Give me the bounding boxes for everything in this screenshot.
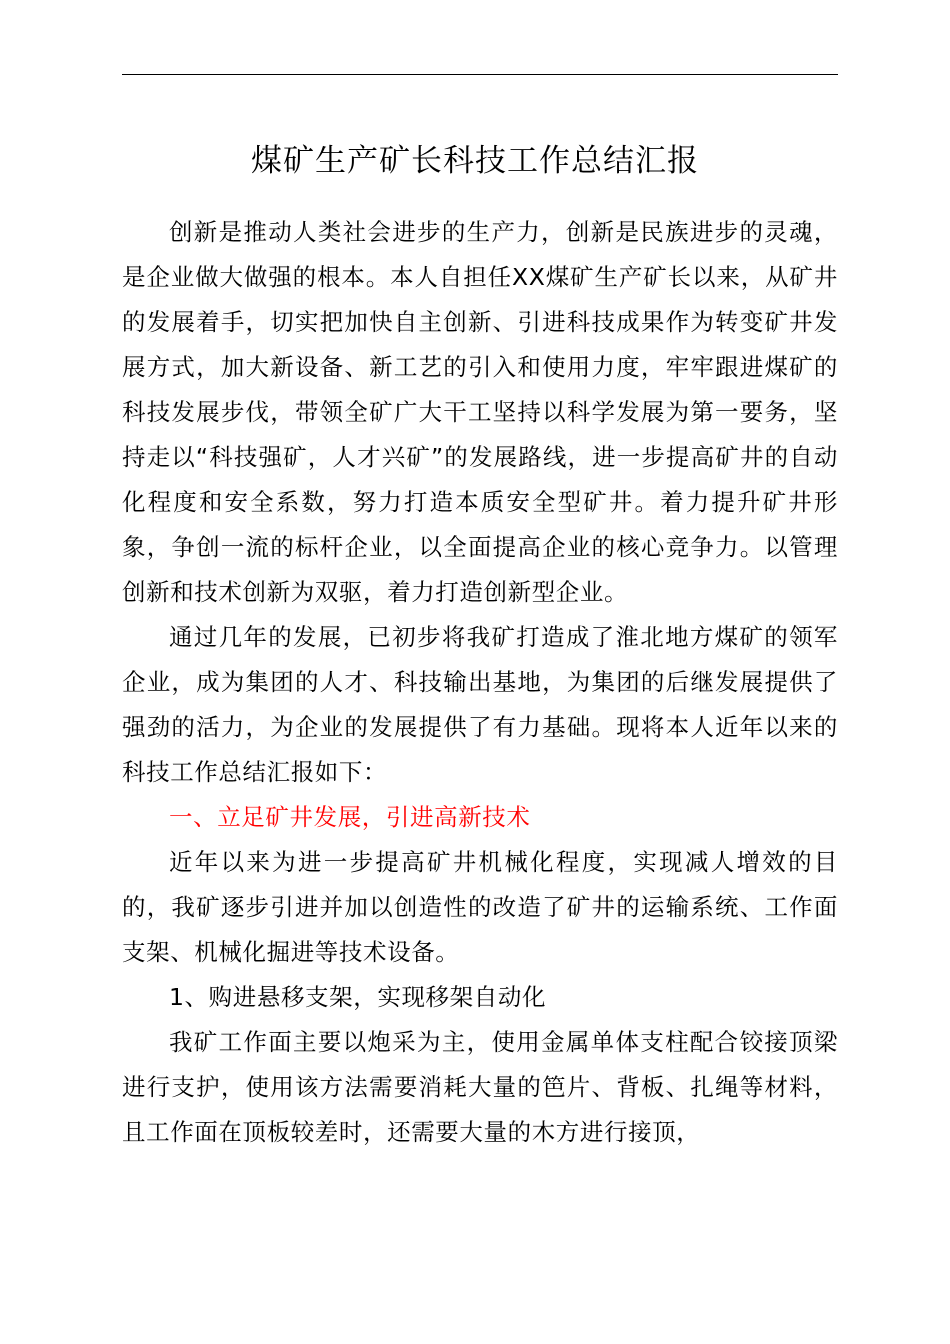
- paragraph-support: 我矿工作面主要以炮采为主，使用金属单体支柱配合铰接顶梁进行支护，使用该方法需要消耗大量的笆片、背板、扎绳等材料，且工作面在顶板较差时，还需要大量的木方进行接顶，: [122, 1028, 838, 1146]
- paragraph-summary: 通过几年的发展，已初步将我矿打造成了淮北地方煤矿的领军企业，成为集团的人才、科技输出基地，为集团的后继发展提供了强劲的活力，为企业的发展提供了有力基础。现将本人近年以来的科技工作总结汇报如下：: [122, 623, 838, 786]
- paragraph-intro: 创新是推动人类社会进步的生产力，创新是民族进步的灵魂，是企业做大做强的根本。本人自担任XX煤矿生产矿长以来，从矿井的发展着手，切实把加快自主创新、引进科技成果作为转变矿井发展方式，加大新设备、新工艺的引入和使用力度，牢牢跟进煤矿的科技发展步伐，带领全矿广大干工坚持以科学发展为第一要务，坚持走以“科技强矿，人才兴矿”的发展路线，进一步提高矿井的自动化程度和安全系数，努力打造本质安全型矿井。着力提升矿井形象，争创一流的标杆企业，以全面提高企业的核心竞争力。以管理创新和技术创新为双驱，着力打造创新型企业。: [122, 218, 838, 606]
- document-body: [122, 210, 838, 1155]
- document-title: 煤矿生产矿长科技工作总结汇报: [251, 143, 699, 179]
- paragraph-section-intro: 近年以来为进一步提高矿井机械化程度，实现减人增效的目的，我矿逐步引进并加以创造性的改造了矿井的运输系统、工作面支架、机械化掘进等技术设备。: [122, 848, 838, 966]
- sub-heading: 1、购进悬移支架，实现移架自动化: [169, 983, 547, 1011]
- section-heading: 一、立足矿井发展，引进高新技术: [169, 803, 531, 831]
- header-rule: [122, 74, 838, 75]
